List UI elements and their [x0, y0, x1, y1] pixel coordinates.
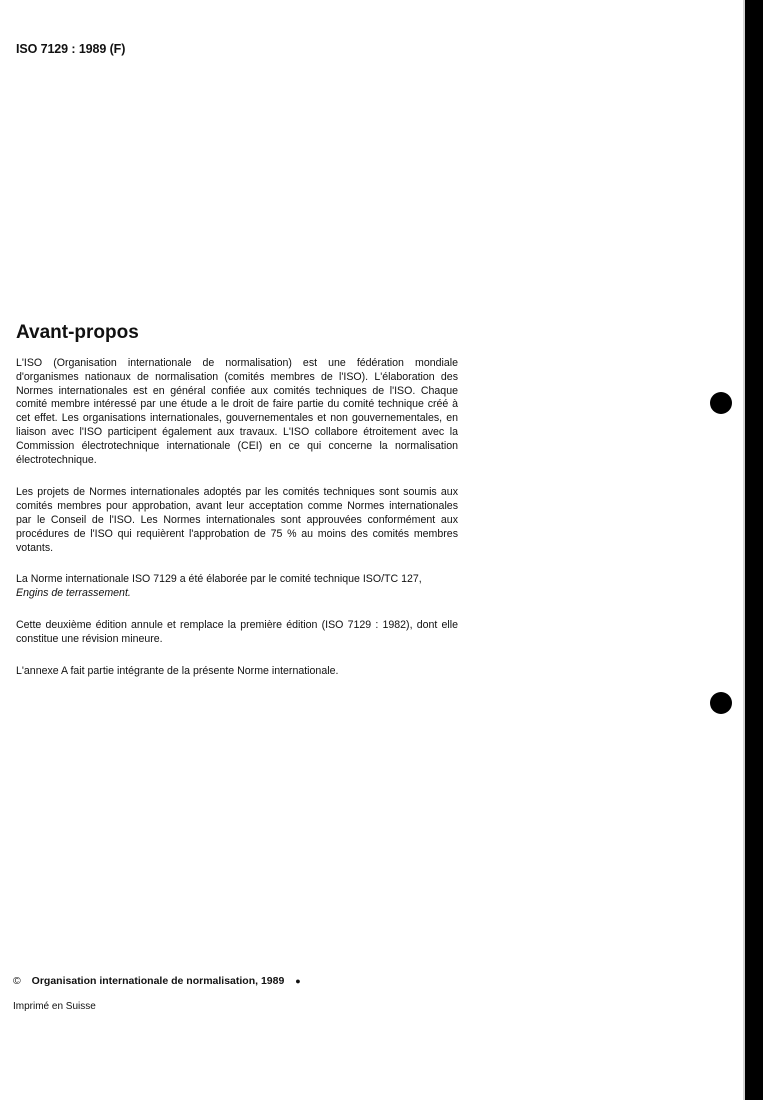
foreword-paragraph-3	[16, 573, 458, 601]
foreword-body	[16, 357, 458, 696]
copyright-symbol: ©	[13, 975, 21, 987]
binding-hole-mark-upper	[710, 392, 732, 414]
foreword-paragraph-4: Cette deuxième édition annule et remplace la première édition (ISO 7129 : 1982), dont elle constitue une révision mineure.	[16, 618, 458, 645]
printed-in-text: Imprimé en Suisse	[13, 1001, 96, 1012]
standard-id-header: ISO 7129 : 1989 (F)	[16, 42, 126, 56]
paragraph-3-italic-text: Engins de terrassement.	[16, 587, 131, 600]
foreword-paragraph-5: L'annexe A fait partie intégrante de la présente Norme internationale.	[16, 664, 339, 677]
foreword-paragraph-1: L'ISO (Organisation internationale de normalisation) est une fédération mondiale d'organismes nationaux de normalisation (comités membres de l'ISO). L'élaboration des Normes internationales est en général confiée aux comités techniques de l'ISO. Chaque comité membre intéressé par une étude a le droit de faire partie du comité technique créé à cet effet. Les organisations internationales, gouvernementales et non gouvernementales, en liaison avec l'ISO participent également aux travaux. L'ISO collabore étroitement avec la Commission électrotechnique internationale (CEI) en ce qui concerne la normalisation électrotechnique.	[16, 357, 458, 466]
foreword-title: Avant-propos	[16, 322, 139, 343]
copyright-line	[13, 975, 301, 987]
paragraph-3-main-text: La Norme internationale ISO 7129 a été élaborée par le comité technique ISO/TC 127,	[16, 573, 422, 586]
binding-hole-mark-lower	[710, 692, 732, 714]
scan-edge-bar	[745, 0, 763, 1100]
foreword-paragraph-2: Les projets de Normes internationales adoptés par les comités techniques sont soumis aux comités membres pour approbation, avant leur acceptation comme Normes internationales par le Conseil de l'ISO. Les Normes internationales sont approuvées conformément aux procédures de l'ISO qui requièrent l'approbation de 75 % au moins des comités membres votants.	[16, 486, 458, 554]
bullet-icon: ●	[295, 976, 301, 986]
copyright-text: Organisation internationale de normalisation, 1989	[31, 975, 285, 987]
